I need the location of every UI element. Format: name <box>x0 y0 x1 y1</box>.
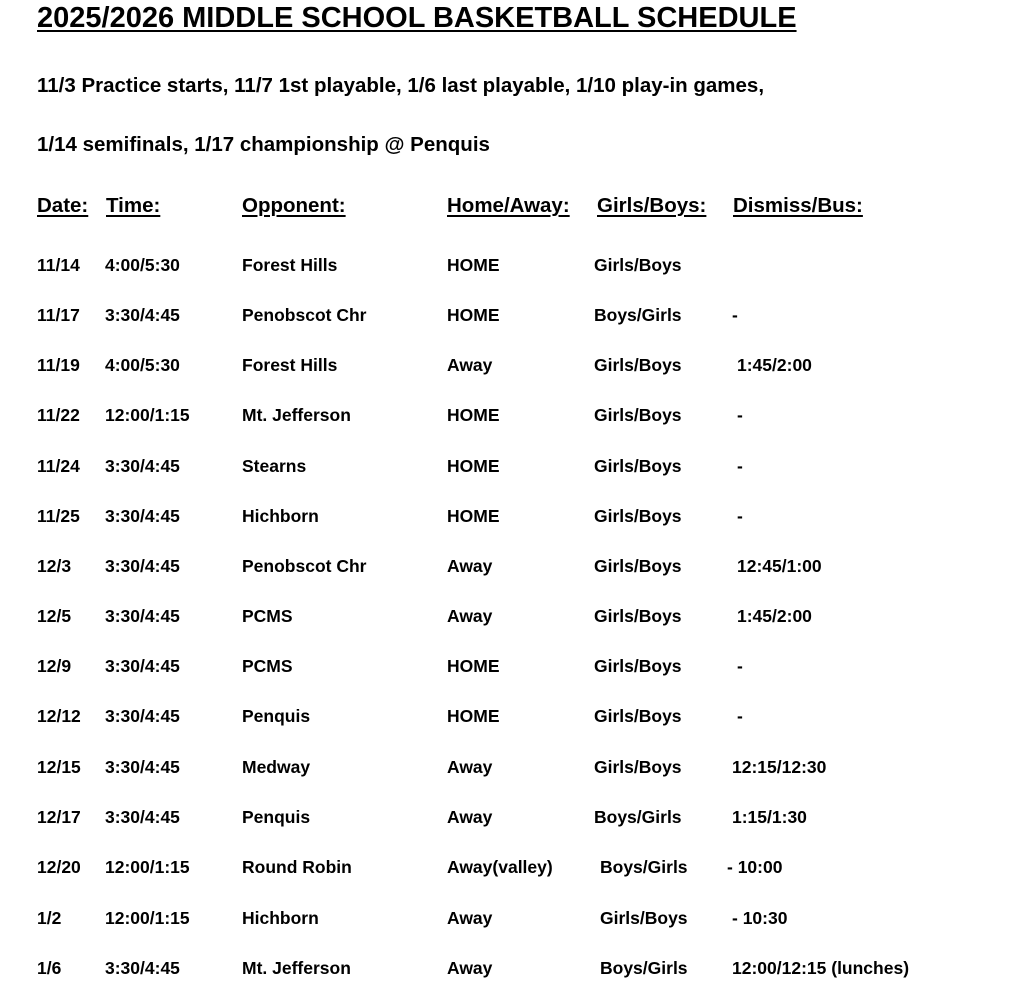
row-dismiss-bus: - 10:00 <box>727 857 783 877</box>
row-girls-boys: Girls/Boys <box>594 255 682 275</box>
row-time: 3:30/4:45 <box>105 706 180 726</box>
row-date: 1/6 <box>37 958 62 978</box>
row-home-away: Away <box>447 807 493 827</box>
row-girls-boys: Girls/Boys <box>594 355 682 375</box>
row-girls-boys: Girls/Boys <box>600 908 688 928</box>
column-header-dismiss-bus: Dismiss/Bus: <box>733 194 863 217</box>
row-opponent: Forest Hills <box>242 355 338 375</box>
row-dismiss-bus: 1:15/1:30 <box>732 807 807 827</box>
row-girls-boys: Girls/Boys <box>594 757 682 777</box>
row-girls-boys: Girls/Boys <box>594 456 682 476</box>
row-dismiss-bus: 12:00/12:15 (lunches) <box>732 958 910 978</box>
row-home-away: HOME <box>447 255 500 275</box>
row-home-away: Away <box>447 908 493 928</box>
row-opponent: Penobscot Chr <box>242 556 367 576</box>
row-opponent: PCMS <box>242 606 293 626</box>
row-home-away: Away <box>447 958 493 978</box>
row-home-away: Away <box>447 757 493 777</box>
row-date: 11/19 <box>37 355 80 375</box>
row-date: 12/20 <box>37 857 81 877</box>
row-opponent: Hichborn <box>242 908 319 928</box>
row-date: 1/2 <box>37 908 62 928</box>
row-girls-boys: Girls/Boys <box>594 405 682 425</box>
row-home-away: Away <box>447 606 493 626</box>
row-time: 4:00/5:30 <box>105 355 180 375</box>
row-date: 11/24 <box>37 456 80 476</box>
row-time: 3:30/4:45 <box>105 807 180 827</box>
row-home-away: HOME <box>447 405 500 425</box>
row-home-away: Away <box>447 355 493 375</box>
row-date: 11/22 <box>37 405 80 425</box>
row-dismiss-bus: - 10:30 <box>732 908 788 928</box>
row-dismiss-bus: 1:45/2:00 <box>737 606 812 626</box>
row-date: 12/5 <box>37 606 72 626</box>
row-time: 12:00/1:15 <box>105 908 190 928</box>
row-dismiss-bus: - <box>737 706 743 726</box>
row-time: 3:30/4:45 <box>105 606 180 626</box>
row-girls-boys: Boys/Girls <box>600 958 688 978</box>
row-time: 12:00/1:15 <box>105 405 190 425</box>
column-header-home-away: Home/Away: <box>447 194 570 217</box>
row-dismiss-bus: 1:45/2:00 <box>737 355 812 375</box>
row-dismiss-bus: 12:15/12:30 <box>732 757 827 777</box>
row-time: 4:00/5:30 <box>105 255 180 275</box>
row-opponent: Stearns <box>242 456 307 476</box>
row-girls-boys: Boys/Girls <box>594 305 682 325</box>
row-time: 3:30/4:45 <box>105 958 180 978</box>
row-opponent: Forest Hills <box>242 255 338 275</box>
row-home-away: Away(valley) <box>447 857 553 877</box>
row-girls-boys: Girls/Boys <box>594 506 682 526</box>
row-home-away: HOME <box>447 656 500 676</box>
row-opponent: Mt. Jefferson <box>242 405 351 425</box>
row-opponent: Hichborn <box>242 506 319 526</box>
page-title: 2025/2026 MIDDLE SCHOOL BASKETBALL SCHEDULE <box>37 2 797 34</box>
row-home-away: HOME <box>447 456 500 476</box>
row-dismiss-bus: - <box>737 656 743 676</box>
row-time: 3:30/4:45 <box>105 305 180 325</box>
row-time: 3:30/4:45 <box>105 506 180 526</box>
row-girls-boys: Girls/Boys <box>594 606 682 626</box>
row-time: 3:30/4:45 <box>105 757 180 777</box>
row-dismiss-bus: 12:45/1:00 <box>737 556 822 576</box>
row-opponent: Penobscot Chr <box>242 305 367 325</box>
row-date: 12/15 <box>37 757 81 777</box>
row-girls-boys: Girls/Boys <box>594 706 682 726</box>
row-opponent: Penquis <box>242 706 311 726</box>
row-home-away: HOME <box>447 305 500 325</box>
column-header-date: Date: <box>37 194 89 217</box>
row-opponent: Round Robin <box>242 857 352 877</box>
row-girls-boys: Girls/Boys <box>594 556 682 576</box>
row-dismiss-bus: - <box>732 305 738 325</box>
row-opponent: Penquis <box>242 807 311 827</box>
row-opponent: Medway <box>242 757 311 777</box>
row-home-away: HOME <box>447 706 500 726</box>
row-time: 3:30/4:45 <box>105 556 180 576</box>
column-header-opponent: Opponent: <box>242 194 346 217</box>
row-girls-boys: Boys/Girls <box>600 857 688 877</box>
row-dismiss-bus: - <box>737 405 743 425</box>
row-girls-boys: Girls/Boys <box>594 656 682 676</box>
row-home-away: Away <box>447 556 493 576</box>
row-date: 12/17 <box>37 807 81 827</box>
row-time: 3:30/4:45 <box>105 656 180 676</box>
row-date: 12/3 <box>37 556 72 576</box>
column-header-time: Time: <box>106 194 161 217</box>
row-dismiss-bus: - <box>737 456 743 476</box>
column-header-girls-boys: Girls/Boys: <box>597 194 707 217</box>
row-home-away: HOME <box>447 506 500 526</box>
season-info-line-1: 11/3 Practice starts, 11/7 1st playable, 1/6 last playable, 1/10 play-in games, <box>37 74 765 97</box>
row-date: 12/12 <box>37 706 81 726</box>
row-dismiss-bus: - <box>737 506 743 526</box>
row-date: 11/25 <box>37 506 80 526</box>
row-time: 12:00/1:15 <box>105 857 190 877</box>
row-opponent: Mt. Jefferson <box>242 958 351 978</box>
season-info-line-2: 1/14 semifinals, 1/17 championship @ Penquis <box>37 133 490 156</box>
row-date: 11/14 <box>37 255 80 275</box>
row-time: 3:30/4:45 <box>105 456 180 476</box>
row-date: 12/9 <box>37 656 72 676</box>
row-girls-boys: Boys/Girls <box>594 807 682 827</box>
row-opponent: PCMS <box>242 656 293 676</box>
row-date: 11/17 <box>37 305 80 325</box>
